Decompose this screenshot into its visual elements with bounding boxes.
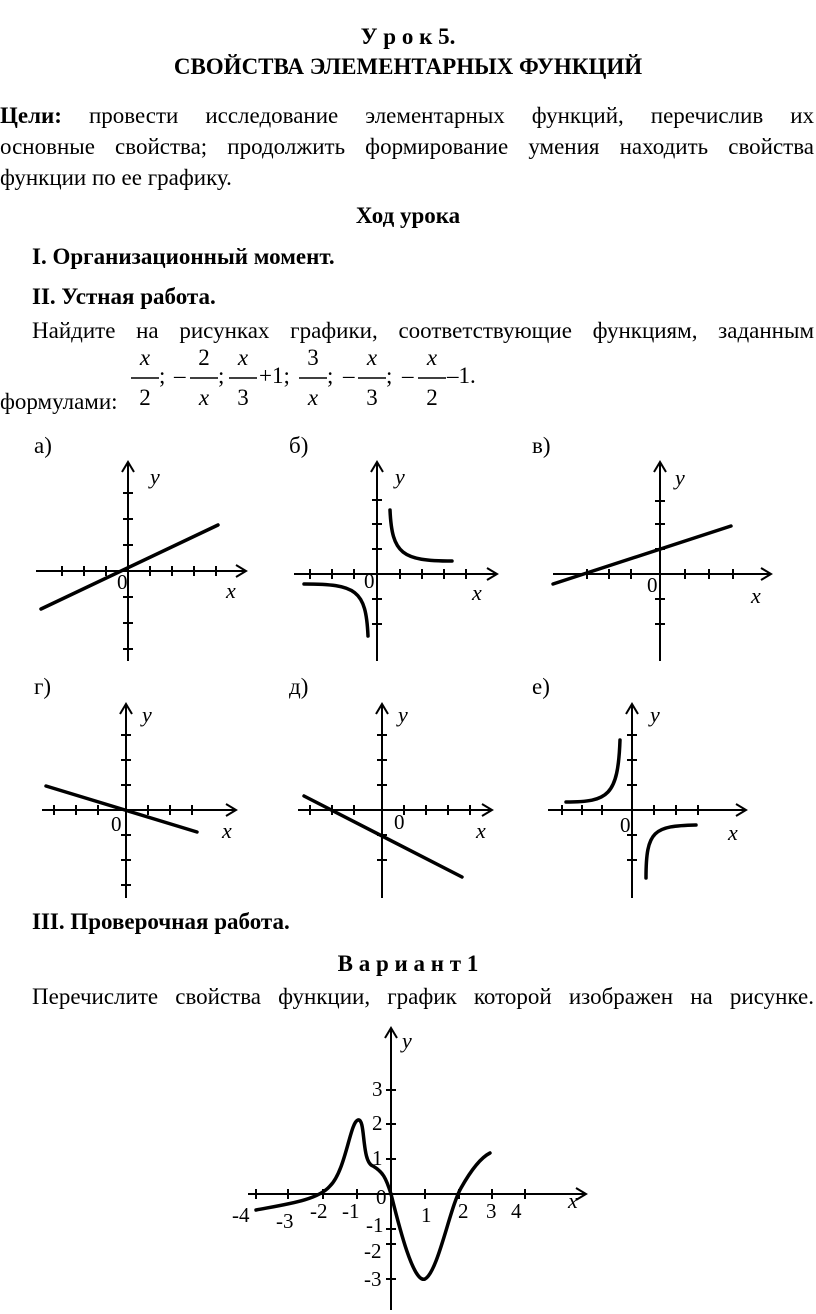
graph-b-x-label: x (472, 580, 482, 605)
graph-g-x-label: x (222, 818, 232, 843)
formula-sep-2: ; (218, 363, 225, 388)
formula-6-sign: – (402, 363, 414, 388)
formula-sep-1: ; (159, 363, 166, 388)
graph-e-y-label: y (650, 702, 660, 727)
graph-d-label: д) (289, 674, 309, 699)
x-tick-label: -4 (232, 1203, 250, 1227)
formula-2-sign: – (174, 363, 186, 388)
formula-sep-5: ; (386, 363, 393, 388)
graph-a-y-label: y (150, 464, 160, 489)
y-tick-label: -2 (364, 1239, 382, 1263)
goals-line-3: функции по ее графику. (0, 165, 232, 190)
goals-text-1: провести исследование элементарных функций, перечислив их (88, 103, 814, 128)
formula-5-den: 3 (366, 385, 378, 410)
task-line-1: Найдите на рисунках графики, соответствующие функциям, заданным (32, 318, 814, 343)
formulas-label: формулами: (0, 389, 118, 414)
graph-d (296, 698, 526, 908)
formula-6-den: 2 (426, 385, 438, 410)
graph-v-label: в) (532, 433, 551, 458)
x-tick-label: 1 (421, 1203, 432, 1227)
formula-1-num: x (139, 345, 151, 370)
y-tick-label: -1 (366, 1213, 384, 1237)
y-tick-label: 3 (372, 1077, 383, 1101)
y-tick-label: 1 (372, 1146, 383, 1170)
graph-a (36, 456, 266, 666)
graph-g (40, 698, 270, 908)
formula-6-num: x (426, 345, 438, 370)
graph-d-y-label: y (398, 702, 408, 727)
graph-e-x-label: x (728, 820, 738, 845)
x-tick-label: 2 (458, 1199, 469, 1223)
graph-b-origin: 0 (364, 569, 375, 593)
formula-1-den: 2 (139, 385, 151, 410)
formula-5-num: x (366, 345, 378, 370)
section-1-heading: I. Организационный момент. (32, 244, 335, 269)
final-graph-x-label: x (568, 1188, 578, 1213)
final-graph (228, 1022, 608, 1312)
graph-v-x-label: x (751, 583, 761, 608)
formula-4-den: x (307, 385, 319, 410)
y-tick-label: 2 (372, 1111, 383, 1135)
goals-label: Цели: (0, 103, 62, 128)
graph-v (545, 456, 785, 666)
graph-g-y-label: y (142, 702, 152, 727)
formula-3-num: x (237, 345, 249, 370)
formula-3-den: 3 (237, 385, 249, 410)
graph-v-y-label: y (675, 465, 685, 490)
graph-d-x-label: x (476, 818, 486, 843)
graph-b (292, 456, 522, 666)
formula-2-num: 2 (198, 345, 210, 370)
x-tick-label: 4 (511, 1199, 522, 1223)
graph-e (546, 698, 786, 908)
x-tick-label: -1 (342, 1199, 360, 1223)
graph-e-origin: 0 (620, 813, 631, 837)
final-graph-origin: 0 (376, 1185, 387, 1209)
graph-a-x-label: x (226, 578, 236, 603)
graph-g-origin: 0 (111, 812, 122, 836)
graph-b-y-label: y (395, 464, 405, 489)
graph-e-label: е) (532, 674, 550, 699)
variant-task: Перечислите свойства функции, график которой изображен на рисунке. (32, 984, 814, 1009)
formula-5-sign: – (343, 363, 355, 388)
x-tick-label: -2 (310, 1199, 328, 1223)
formula-3-tail: +1; (259, 363, 290, 388)
section-2-heading: II. Устная работа. (32, 284, 216, 309)
graph-b-label: б) (289, 433, 309, 458)
x-tick-label: -3 (276, 1209, 294, 1233)
section-3-heading: III. Проверочная работа. (32, 909, 290, 934)
graph-a-label: а) (34, 433, 52, 458)
final-graph-y-label: y (402, 1028, 412, 1053)
goals-line-2: основные свойства; продолжить формирование умения находить свойства (0, 134, 814, 159)
x-tick-label: 3 (486, 1199, 497, 1223)
variant-heading: В а р и а н т 1 (337, 951, 479, 976)
formula-2-den: x (198, 385, 210, 410)
formula-6-tail: –1. (447, 363, 476, 388)
graph-a-origin: 0 (117, 570, 128, 594)
goals-line-1 (0, 103, 814, 129)
graph-d-origin: 0 (394, 810, 405, 834)
graph-v-origin: 0 (647, 573, 658, 597)
y-tick-label: -3 (364, 1267, 382, 1291)
lesson-title: СВОЙСТВА ЭЛЕМЕНТАРНЫХ ФУНКЦИЙ (173, 54, 643, 79)
formula-sep-4: ; (327, 363, 334, 388)
formula-4-num: 3 (307, 345, 319, 370)
course-heading: Ход урока (355, 203, 461, 228)
lesson-number: У р о к 5. (360, 24, 456, 49)
graph-g-label: г) (34, 674, 52, 699)
